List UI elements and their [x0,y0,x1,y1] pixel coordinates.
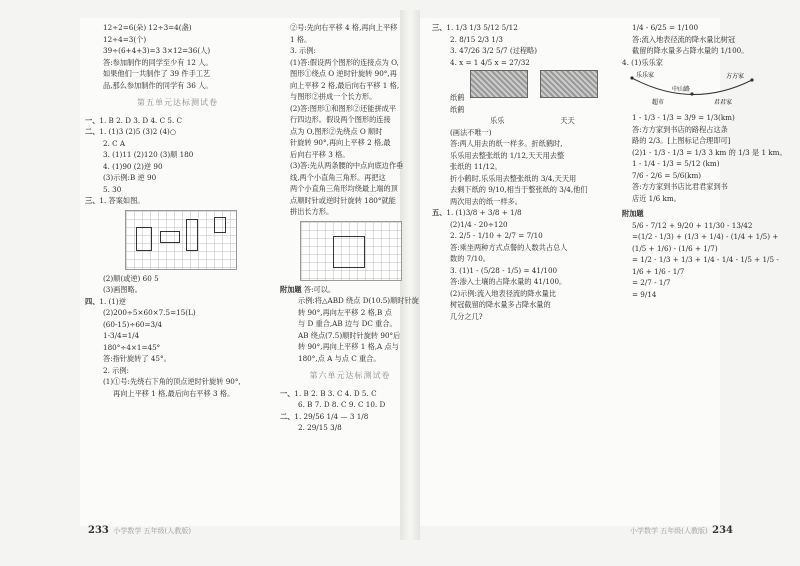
text-line: 12÷2=6(朵) 12÷3=4(盏) [103,23,192,32]
text-line: (3)答:先从两条腰的中点向底边作垂 [290,161,404,170]
text-line: 4. (1)90 (2)逆 90 [103,161,163,171]
grid-shape [214,217,226,233]
text-line: 店近 1/6 km。 [632,193,681,203]
text-line: 去剩下纸的 9/10,相当于整张纸的 3/4,他们 [450,185,588,194]
text-line: 拼出长方形。 [290,207,334,216]
text-line: 2. C A [103,138,126,148]
text-line: 3. (1)11 (2)120 (3)顺 180 [103,150,194,159]
text-line: 1. (1)逆 [99,296,126,306]
text-line: (2)200÷5×60×7.5=15(L) [103,308,196,317]
grid-figure [125,210,237,270]
text-line: 3. (1)1 - (5/28 - 1/5) = 41/100 [450,265,558,275]
text-line: 5. 30 [103,184,122,194]
section-label: 一、 [280,388,295,398]
photo-caption: 乐乐 [490,116,505,125]
section-label: 三、 [432,23,447,32]
text-line: 转 90°,再向上平移 1 格,A 点与 [298,342,399,351]
text-line: = 9/14 [632,289,657,299]
text-line: (1)①号:先绕右下角的顶点逆时针旋转 90°, [103,377,241,386]
map-label: 超市 [652,99,665,106]
text-line: 39÷(6+4+3)=3 3×12=36(人) [103,46,211,55]
grid-shape [136,227,152,251]
map-label: 中山路 [672,86,691,93]
text-line: 1 - 1/4 - 1/3 = 5/12 (km) [632,159,720,168]
footer-text: 小学数学 五年级(人教版) [630,527,708,535]
text-line: (1)答:假设两个图形的连接点为 O, [290,57,399,67]
text-line: 两个小直角三角形均绕最上端的顶 [290,184,398,193]
answer-column-2 [280,22,420,434]
text-line: (2)1/4 - 20÷120 [450,219,508,229]
text-line: (60-15)÷60=3/4 [103,319,163,329]
text-line: 2. 29/15 3/8 [298,423,342,432]
text-line: 1. 29/56 1/4 — 3 1/8 [294,411,369,421]
text-line: (3)画图略。 [103,285,142,294]
section-label: 二、 [280,411,295,421]
section-label: 一、 [85,115,100,125]
text-line: (3)示例:B 逆 90 [103,173,157,182]
route-map [622,70,762,110]
text-line: 2. 8/15 2/3 1/3 [450,34,503,44]
grid-shape [186,219,198,251]
text-line: 答:两人用去的纸一样多。折纸鹤时, [450,139,563,148]
text-line: 行四边形。假设两个图形的连接 [290,115,391,124]
text-line: 转 90°,再向左平移 2 格,B 点 [298,307,392,317]
text-line: 答:方方家到书店比君君家到书 [632,182,728,191]
text-line: 1. B 2. D 3. D 4. C 5. C [99,115,183,125]
text-line: 示例:将△ABD 绕点 D(10.5)顺时针旋 [298,296,419,305]
text-line: 几分之几? [450,311,483,321]
text-line: 1. 答案如图。 [99,196,145,205]
folded-paper-image [470,70,528,98]
text-line: 品,那么参加制作的同学有 36 人。 [103,80,213,90]
right-footer [630,525,733,536]
section-label: 二、 [85,127,100,136]
answer-column-3 [432,22,610,322]
page-number: 234 [712,525,734,536]
text-line: 2. 示例: [103,365,129,375]
text-line: 图形①绕点 O 逆时针旋转 90°,再 [290,69,397,78]
photo-figure [432,68,610,127]
text-line: 答:可以。 [303,284,336,294]
text-line: 1 格。 [290,34,312,44]
text-line: 180°,点 A 与点 C 重合。 [298,353,381,363]
text-line: 答:参加制作的同学至少有 12 人。 [103,57,213,67]
text-line: 如果他们一共制作了 39 件手工艺 [103,69,211,78]
text-line: 2. 2/5 - 1/10 + 2/7 = 7/10 [450,231,543,240]
text-line: 答:指针旋转了 45°。 [103,354,171,363]
map-label: 君君家 [714,99,733,106]
section-title: 第六单元达标测试卷 [309,371,391,380]
text-line: (2)顺(或逆) 60 5 [103,273,159,283]
section-title: 第五单元达标测试卷 [137,98,218,107]
text-line: (2)示例:流入地表径流的降水量比 [450,288,557,298]
text-line: 12÷4=3(个) [103,34,147,44]
section-label: 三、 [85,196,100,205]
text-line: = 2/7 - 1/7 [632,278,671,287]
text-line: 树冠截留的降水量多占降水量的 [450,300,551,309]
section-label: 五、 [432,208,447,217]
text-line: 与 D 重合,AB 边与 DC 重合。 [298,319,397,328]
text-line: 后向右平移 3 格。 [290,149,350,159]
text-line: 答:渗入土壤的占降水量的 41/100。 [450,277,567,286]
text-line: 1. 1/3 1/3 5/12 5/12 [446,23,518,32]
text-line: 3. 示例: [290,46,316,55]
text-line: = 1/2 - 1/3 + 1/3 + 1/4 - 1/4 - 1/5 + 1/5 - [632,255,779,264]
text-line: 路的 2/3。[上图标记合理即可] [632,136,731,145]
text-line: AB 绕点(7.5)顺时针旋转 90°后 [298,330,401,340]
text-line: 1. (1)3/8 + 3/8 + 1/8 [446,208,522,217]
text-line: 7/6 - 2/6 = 5/6(km) [632,170,702,180]
text-line: (画法不唯一) [450,127,492,137]
grid-figure [300,221,402,281]
text-line: 两次用去的纸一样多。 [450,196,522,206]
text-line: 点为 O,图形②先绕点 O 顺时 [290,126,383,136]
text-line: 折小鹤时,乐乐用去整张纸的 3/4,天天用 [450,173,577,183]
answer-column-1 [85,22,270,399]
text-line: 与图形②拼成一个长方形。 [290,92,377,101]
text-line: 1 - 1/3 - 1/3 = 3/9 = 1/3(km) [632,113,735,122]
text-line: 针旋转 90°,再向上平移 2 格,最 [290,138,391,147]
trapezoid-shape [333,236,365,268]
folded-paper-image [540,70,598,98]
section-label: 四、 [85,296,100,306]
text-line: 1. (1)3 (2)5 (3)2 (4)○ [99,127,177,136]
text-line: 乐乐用去整张纸的 1/12,天天用去整 [450,150,565,160]
text-line: =(1/2 - 1/3) + (1/3 + 1/4) - (1/4 + 1/5) + [632,232,779,241]
photo-caption: 天天 [560,116,575,125]
map-label: 乐乐家 [636,72,655,79]
text-line: 向上平移 2 格,最后向右平移 1 格, [290,80,400,90]
text-line: 1-3/4=1/4 [103,331,140,340]
photo-label: 纸鹤 [450,104,465,114]
text-line: 5/6 - 7/12 + 9/20 + 11/30 - 13/42 [632,220,753,230]
text-line: ②号:先向右平移 4 格,再向上平移 [290,23,398,32]
text-line: (1/5 + 1/6) - (1/6 + 1/7) [632,243,718,253]
footer-text: 小学数学 五年级(人教版) [113,527,192,535]
grid-shape [160,231,180,243]
text-line: 4. x = 1 4/5 x = 27/32 [450,57,530,67]
text-line: 1. B 2. B 3. C 4. D 5. C [294,388,377,398]
text-line: 张纸的 11/12。 [450,162,502,171]
map-label: 方方家 [726,73,745,80]
answer-column-4 [622,22,787,300]
text-line: 线,两个小直角三角形。再把这 [290,172,386,182]
text-line: 4. (1)乐乐家 [622,57,663,67]
text-line: 1/4 - 6/25 = 1/100 [632,23,699,32]
text-line: 答:方方家到书店的路程占这条 [632,124,728,134]
text-line: 1/6 + 1/6 - 1/7 [632,266,685,276]
col1-top [85,22,270,91]
text-line: 6. B 7. D 8. C 9. C 10. D [298,400,386,409]
text-line: 数的 7/10。 [450,254,490,263]
text-line: (2)1 - 1/3 - 1/3 = 1/3 3 km 的 1/3 是 1 km。 [632,147,787,157]
left-footer [88,525,191,536]
text-line: 答:乘坐两种方式点餐的人数共占总人 [450,242,568,252]
text-line: 180°÷4×1=45° [103,342,161,352]
text-line: 3. 47/26 3/2 5/7 (过程略) [450,46,538,55]
page-number: 233 [88,525,109,536]
photo-label: 纸鹤 [450,93,465,102]
extra-question-label: 附加题 [280,284,302,294]
extra-question-label: 附加题 [622,209,644,218]
text-line: 答:流入地表径流的降水量比树冠 [632,34,736,44]
text-line: 截留的降水量多占降水量的 1/100。 [632,46,749,55]
text-line: 再向上平移 1 格,最后向右平移 3 格。 [113,388,235,398]
text-line: (2)答:图形①和图形②还能拼成平 [290,103,397,113]
text-line: 点顺时针或逆时针旋转 180°就能 [290,195,396,205]
